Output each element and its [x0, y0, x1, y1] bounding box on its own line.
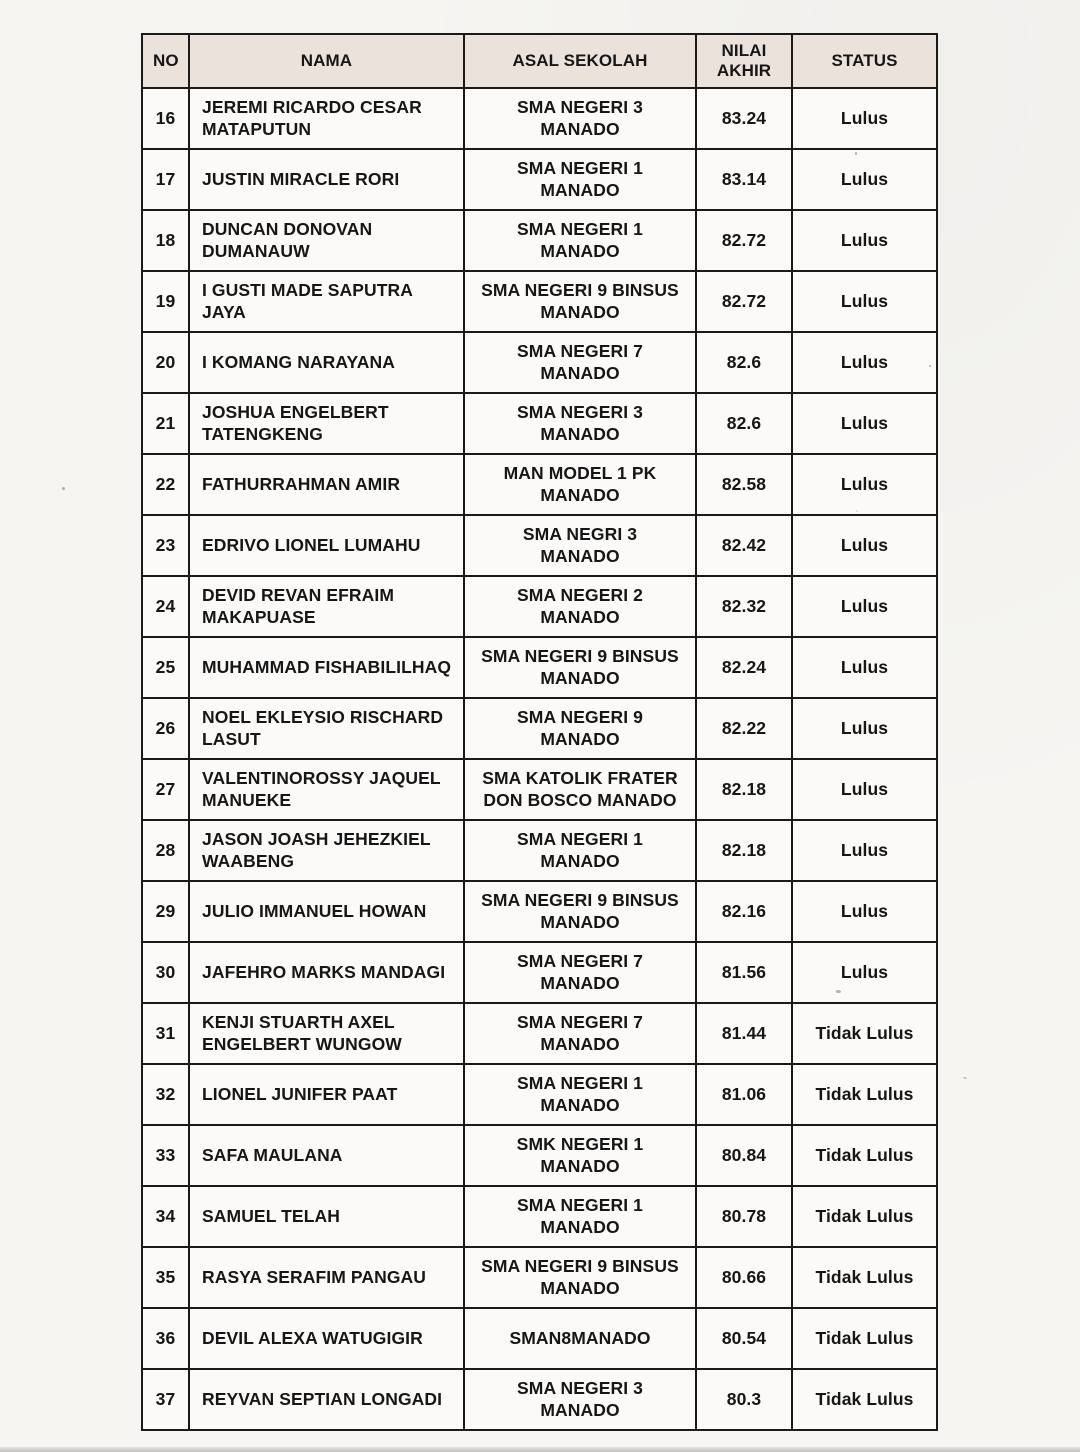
cell-no: 25 [142, 637, 189, 698]
cell-nilai-akhir: 82.42 [696, 515, 792, 576]
cell-status: Lulus [792, 393, 937, 454]
cell-nilai-akhir: 80.66 [696, 1247, 792, 1308]
cell-nilai-akhir: 82.22 [696, 698, 792, 759]
cell-status: Lulus [792, 454, 937, 515]
cell-asal-sekolah: SMA NEGERI 1 MANADO [464, 1064, 696, 1125]
cell-status: Tidak Lulus [792, 1064, 937, 1125]
cell-no: 37 [142, 1369, 189, 1430]
cell-no: 33 [142, 1125, 189, 1186]
cell-no: 26 [142, 698, 189, 759]
cell-no: 32 [142, 1064, 189, 1125]
cell-status: Tidak Lulus [792, 1247, 937, 1308]
cell-asal-sekolah: SMA NEGERI 9 BINSUS MANADO [464, 271, 696, 332]
cell-nama: SAMUEL TELAH [189, 1186, 464, 1247]
cell-nilai-akhir: 82.72 [696, 210, 792, 271]
cell-asal-sekolah: SMA NEGERI 9 BINSUS MANADO [464, 1247, 696, 1308]
cell-no: 24 [142, 576, 189, 637]
cell-nama: NOEL EKLEYSIO RISCHARD LASUT [189, 698, 464, 759]
cell-nilai-akhir: 82.58 [696, 454, 792, 515]
cell-status: Tidak Lulus [792, 1125, 937, 1186]
cell-asal-sekolah: SMA NEGERI 9 BINSUS MANADO [464, 881, 696, 942]
cell-no: 23 [142, 515, 189, 576]
table-row [142, 881, 937, 942]
cell-status: Lulus [792, 637, 937, 698]
cell-nama: JUSTIN MIRACLE RORI [189, 149, 464, 210]
table-row [142, 942, 937, 1003]
table-row [142, 210, 937, 271]
cell-status: Lulus [792, 271, 937, 332]
cell-nilai-akhir: 80.54 [696, 1308, 792, 1369]
cell-status: Tidak Lulus [792, 1186, 937, 1247]
cell-status: Lulus [792, 576, 937, 637]
scan-speck [856, 510, 858, 512]
cell-status: Lulus [792, 881, 937, 942]
cell-status: Lulus [792, 942, 937, 1003]
scan-speck [62, 487, 65, 490]
cell-status: Lulus [792, 698, 937, 759]
cell-status: Lulus [792, 210, 937, 271]
cell-nilai-akhir: 83.14 [696, 149, 792, 210]
table-row [142, 1369, 937, 1430]
table-row [142, 515, 937, 576]
cell-asal-sekolah: SMA NEGERI 3 MANADO [464, 1369, 696, 1430]
cell-status: Lulus [792, 515, 937, 576]
cell-asal-sekolah: SMA NEGERI 9 MANADO [464, 698, 696, 759]
cell-nama: JAFEHRO MARKS MANDAGI [189, 942, 464, 1003]
cell-no: 29 [142, 881, 189, 942]
table-row [142, 1308, 937, 1369]
cell-asal-sekolah: MAN MODEL 1 PK MANADO [464, 454, 696, 515]
cell-nilai-akhir: 82.16 [696, 881, 792, 942]
cell-nilai-akhir: 82.32 [696, 576, 792, 637]
cell-no: 17 [142, 149, 189, 210]
header-cell-asal-sekolah: ASAL SEKOLAH [464, 34, 696, 88]
cell-nama: JULIO IMMANUEL HOWAN [189, 881, 464, 942]
cell-nama: KENJI STUARTH AXEL ENGELBERT WUNGOW [189, 1003, 464, 1064]
cell-asal-sekolah: SMA KATOLIK FRATER DON BOSCO MANADO [464, 759, 696, 820]
table-row [142, 88, 937, 149]
header-cell-no: NO [142, 34, 189, 88]
cell-asal-sekolah: SMK NEGERI 1 MANADO [464, 1125, 696, 1186]
cell-nama: SAFA MAULANA [189, 1125, 464, 1186]
cell-asal-sekolah: SMA NEGERI 7 MANADO [464, 942, 696, 1003]
cell-no: 31 [142, 1003, 189, 1064]
cell-no: 36 [142, 1308, 189, 1369]
cell-no: 30 [142, 942, 189, 1003]
cell-asal-sekolah: SMA NEGERI 1 MANADO [464, 149, 696, 210]
cell-nilai-akhir: 80.78 [696, 1186, 792, 1247]
cell-asal-sekolah: SMA NEGERI 9 BINSUS MANADO [464, 637, 696, 698]
scan-bottom-edge [0, 1447, 1080, 1452]
cell-nilai-akhir: 81.56 [696, 942, 792, 1003]
cell-status: Lulus [792, 820, 937, 881]
cell-nilai-akhir: 80.84 [696, 1125, 792, 1186]
results-table [141, 33, 938, 1431]
cell-asal-sekolah: SMA NEGERI 7 MANADO [464, 332, 696, 393]
cell-asal-sekolah: SMA NEGERI 2 MANADO [464, 576, 696, 637]
scan-speck [836, 990, 841, 993]
header-cell-status: STATUS [792, 34, 937, 88]
cell-nama: DEVID REVAN EFRAIM MAKAPUASE [189, 576, 464, 637]
table-row [142, 271, 937, 332]
table-header [142, 34, 937, 88]
table-row [142, 454, 937, 515]
scan-speck [929, 365, 931, 367]
table-row [142, 1003, 937, 1064]
cell-nama: REYVAN SEPTIAN LONGADI [189, 1369, 464, 1430]
cell-asal-sekolah: SMA NEGERI 1 MANADO [464, 210, 696, 271]
table-row [142, 820, 937, 881]
table-row [142, 1064, 937, 1125]
cell-asal-sekolah: SMA NEGERI 3 MANADO [464, 88, 696, 149]
cell-status: Lulus [792, 149, 937, 210]
cell-asal-sekolah: SMA NEGERI 3 MANADO [464, 393, 696, 454]
header-cell-nilai-akhir: NILAI AKHIR [696, 34, 792, 88]
cell-status: Lulus [792, 332, 937, 393]
cell-no: 34 [142, 1186, 189, 1247]
table-row [142, 393, 937, 454]
cell-nilai-akhir: 81.44 [696, 1003, 792, 1064]
cell-no: 18 [142, 210, 189, 271]
table-row [142, 1125, 937, 1186]
table-body [142, 88, 937, 1430]
cell-nama: JOSHUA ENGELBERT TATENGKENG [189, 393, 464, 454]
cell-nama: I GUSTI MADE SAPUTRA JAYA [189, 271, 464, 332]
cell-nama: JASON JOASH JEHEZKIEL WAABENG [189, 820, 464, 881]
cell-asal-sekolah: SMA NEGERI 1 MANADO [464, 1186, 696, 1247]
cell-nilai-akhir: 81.06 [696, 1064, 792, 1125]
cell-nama: I KOMANG NARAYANA [189, 332, 464, 393]
cell-nama: RASYA SERAFIM PANGAU [189, 1247, 464, 1308]
cell-nama: LIONEL JUNIFER PAAT [189, 1064, 464, 1125]
table-row [142, 1186, 937, 1247]
cell-status: Tidak Lulus [792, 1369, 937, 1430]
cell-no: 35 [142, 1247, 189, 1308]
table-row [142, 759, 937, 820]
cell-asal-sekolah: SMA NEGERI 7 MANADO [464, 1003, 696, 1064]
cell-nama: JEREMI RICARDO CESAR MATAPUTUN [189, 88, 464, 149]
table-row [142, 637, 937, 698]
scan-speck [855, 152, 857, 155]
cell-no: 28 [142, 820, 189, 881]
cell-nilai-akhir: 82.18 [696, 759, 792, 820]
cell-nama: FATHURRAHMAN AMIR [189, 454, 464, 515]
cell-status: Lulus [792, 88, 937, 149]
cell-asal-sekolah: SMA NEGRI 3 MANADO [464, 515, 696, 576]
cell-nama: MUHAMMAD FISHABILILHAQ [189, 637, 464, 698]
cell-status: Tidak Lulus [792, 1308, 937, 1369]
cell-nama: EDRIVO LIONEL LUMAHU [189, 515, 464, 576]
cell-nama: DEVIL ALEXA WATUGIGIR [189, 1308, 464, 1369]
cell-status: Lulus [792, 759, 937, 820]
cell-nilai-akhir: 82.18 [696, 820, 792, 881]
table-row [142, 698, 937, 759]
scan-speck [963, 1077, 967, 1079]
table-row [142, 576, 937, 637]
table-row [142, 1247, 937, 1308]
header-cell-nama: NAMA [189, 34, 464, 88]
cell-status: Tidak Lulus [792, 1003, 937, 1064]
cell-no: 20 [142, 332, 189, 393]
cell-no: 16 [142, 88, 189, 149]
cell-no: 27 [142, 759, 189, 820]
cell-nilai-akhir: 82.24 [696, 637, 792, 698]
cell-nilai-akhir: 82.72 [696, 271, 792, 332]
cell-asal-sekolah: SMA NEGERI 1 MANADO [464, 820, 696, 881]
cell-nama: VALENTINOROSSY JAQUEL MANUEKE [189, 759, 464, 820]
cell-nama: DUNCAN DONOVAN DUMANAUW [189, 210, 464, 271]
cell-nilai-akhir: 80.3 [696, 1369, 792, 1430]
cell-asal-sekolah: SMAN8MANADO [464, 1308, 696, 1369]
cell-no: 19 [142, 271, 189, 332]
header-row [142, 34, 937, 88]
cell-nilai-akhir: 83.24 [696, 88, 792, 149]
cell-no: 21 [142, 393, 189, 454]
cell-nilai-akhir: 82.6 [696, 393, 792, 454]
cell-nilai-akhir: 82.6 [696, 332, 792, 393]
cell-no: 22 [142, 454, 189, 515]
table-row [142, 149, 937, 210]
table-row [142, 332, 937, 393]
